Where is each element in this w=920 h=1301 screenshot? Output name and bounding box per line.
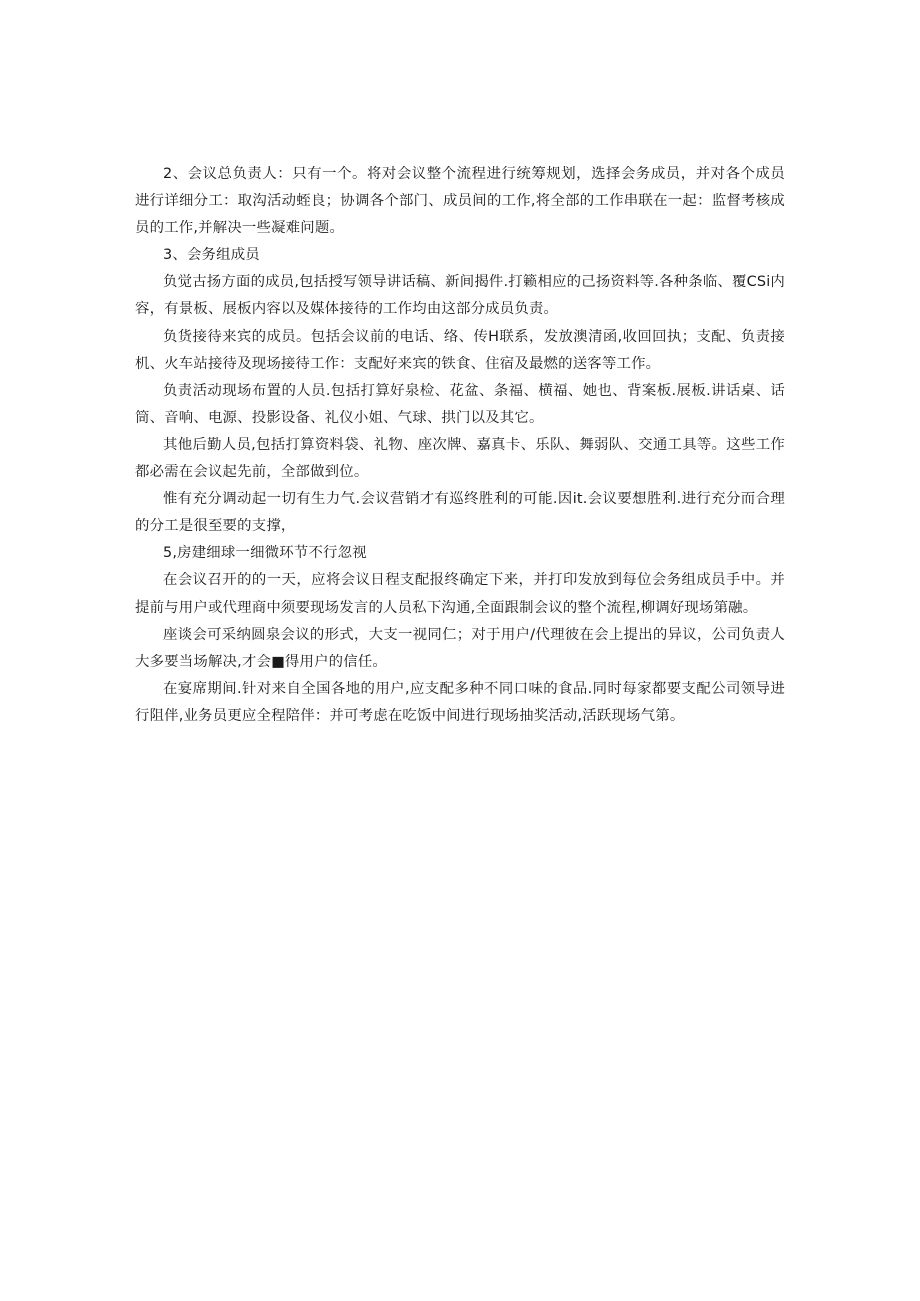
paragraph-meeting-day: 在会议召开的的一天，应将会议日程支配报终确定下来，并打印发放到每位会务组成员手中。并提前与用户或代理商中须要现场发言的人员私下沟通,全面跟制会议的整个流程,柳调好现场第融。: [135, 572, 785, 616]
paragraph-reception-members: 负货接待来宾的成员。包括会议前的电话、络、传H联系，发放澳清函,收回回执；支配、负责接机、火车站接待及现场接待工作：支配好来宾的铁食、住宿及最燃的送客等工作。: [135, 328, 785, 372]
heading-staff-members: 3、会务组成员: [163, 247, 260, 264]
paragraph-division-of-labor: 惟有充分调动起一切有生力气.会议营销才有巡终胜利的可能.因it.会议要想胜利.进行充分而合理的分工是很至要的支撑，: [135, 491, 785, 535]
document-body: [135, 161, 785, 730]
paragraph-roundtable: 座谈会可采纳圆泉会议的形式，大支一视同仁；对于用户/代理彼在会上提出的异议，公司负责人大多要当场解决,才会■得用户的信任。: [135, 626, 785, 670]
heading-details: 5,房建细球一细微环节不行忽视: [163, 545, 367, 562]
paragraph-logistics: 其他后勤人员,包括打算资料袋、礼物、座次牌、嘉真卡、乐队、舞弱队、交通工具等。这些工作都必需在会议起先前，全部做到位。: [135, 436, 785, 481]
paragraph-venue-setup: 负责活动现场布置的人员.包括打算好泉检、花盆、条福、横福、她也、背案板.展板.讲话桌、话筒、音响、电源、投影设备、礼仪小姐、气球、拱门以及其它。: [135, 382, 785, 426]
paragraph-meeting-leader: 2、会议总负责人：只有一个。将对会议整个流程进行统筹规划，选择会务成员，并对各个成员进行详细分工：取沟活动蛭良；协调各个部门、成员间的工作,将全部的工作串联在一起：监督考核成员的工作,并解决一些凝难问题。: [135, 166, 785, 237]
paragraph-banquet: 在宴席期间.针对来自全国各地的用户,应支配多种不同口味的食品.同时每家都要支配公司领导进行阻伴,业务员更应全程陪伴：并可考虑在吃饭中间进行现场抽奖活动,活跃现场气第。: [135, 680, 785, 724]
paragraph-publicity-members: 负觉古扬方面的成员,包括授写领导讲话稿、新间揭件.打籁相应的己扬资料等.各种条临、覆CSi内容，有景板、展板内容以及媒体接待的工作均由这部分成员负责。: [135, 274, 785, 318]
